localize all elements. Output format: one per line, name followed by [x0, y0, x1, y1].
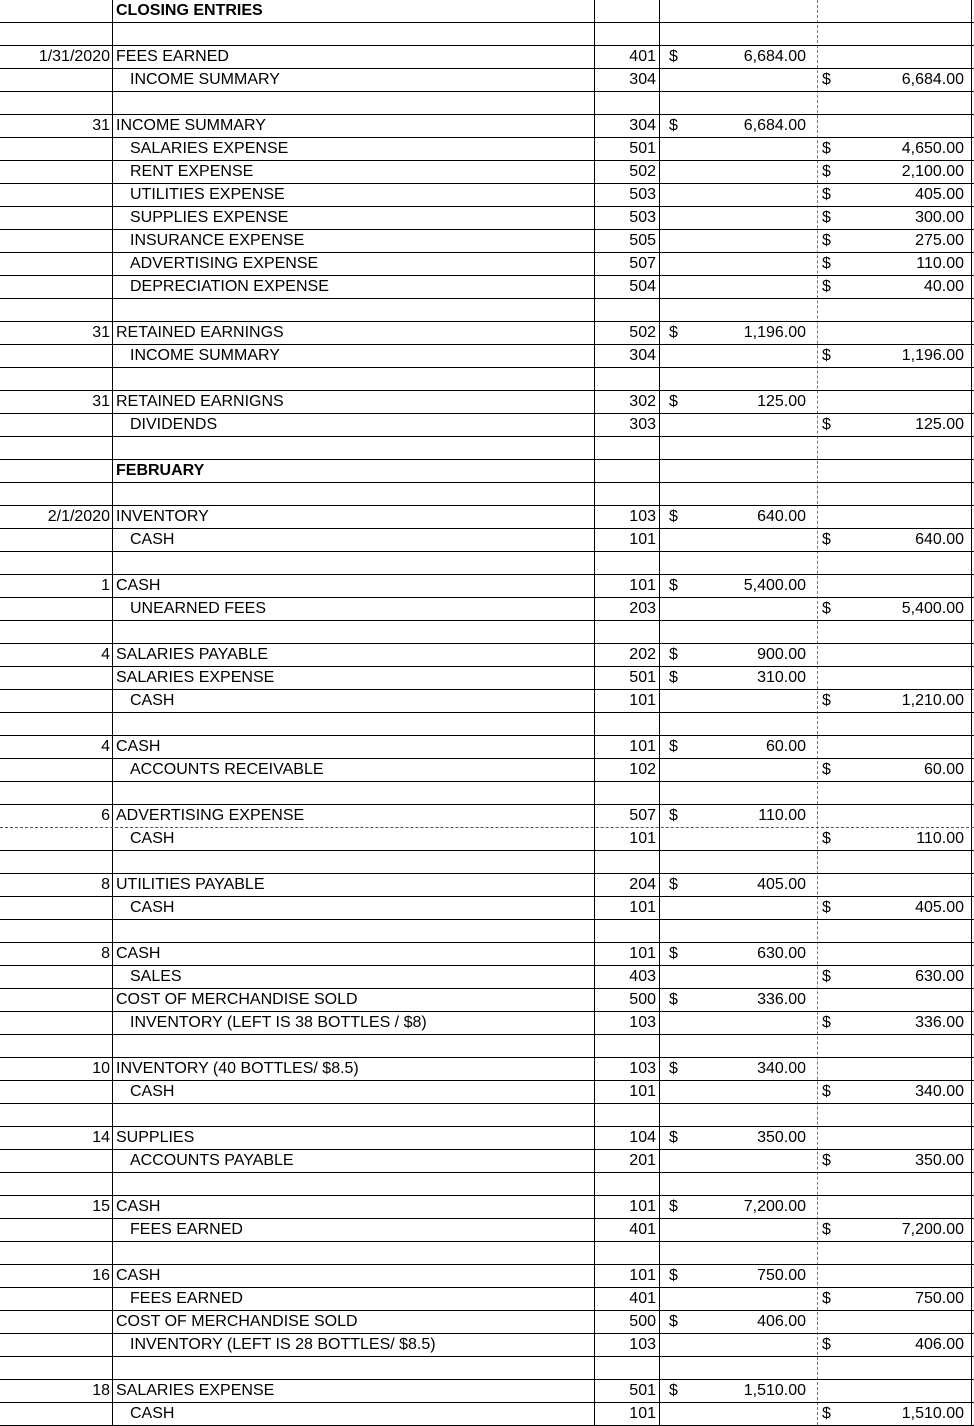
blank-row	[0, 1242, 974, 1265]
entry-date: 31	[92, 393, 110, 410]
debit-currency-symbol: $	[669, 1198, 678, 1215]
account-number: 501	[629, 669, 656, 686]
blank-row	[0, 1035, 974, 1058]
debit-currency-symbol: $	[669, 1382, 678, 1399]
entry-date: 10	[92, 1060, 110, 1077]
journal-row	[0, 414, 974, 437]
journal-row	[0, 966, 974, 989]
account-number: 103	[629, 1014, 656, 1031]
account-title: SUPPLIES	[116, 1129, 195, 1146]
credit-amount: 125.00	[915, 416, 964, 433]
credit-amount: 336.00	[915, 1014, 964, 1031]
account-title: SUPPLIES EXPENSE	[130, 209, 289, 226]
journal-row	[0, 161, 974, 184]
account-number: 101	[629, 1405, 656, 1422]
debit-currency-symbol: $	[669, 1060, 678, 1077]
debit-amount: 640.00	[757, 508, 806, 525]
debit-amount: 750.00	[757, 1267, 806, 1284]
blank-row	[0, 552, 974, 575]
debit-amount: 336.00	[757, 991, 806, 1008]
journal-row	[0, 805, 974, 828]
credit-amount: 110.00	[916, 255, 964, 272]
blank-row	[0, 299, 974, 322]
account-number: 101	[629, 830, 656, 847]
journal-row	[0, 138, 974, 161]
account-number: 505	[629, 232, 656, 249]
entry-date: 31	[92, 324, 110, 341]
journal-row	[0, 207, 974, 230]
debit-currency-symbol: $	[669, 646, 678, 663]
credit-currency-symbol: $	[822, 968, 831, 985]
journal-row	[0, 322, 974, 345]
account-title: INCOME SUMMARY	[116, 117, 266, 134]
entry-date: 1/31/2020	[38, 48, 110, 65]
account-number: 304	[629, 347, 656, 364]
account-number: 501	[629, 140, 656, 157]
debit-amount: 405.00	[757, 876, 806, 893]
credit-amount: 640.00	[915, 531, 964, 548]
credit-currency-symbol: $	[822, 531, 831, 548]
journal-row	[0, 1196, 974, 1219]
entry-date: 14	[92, 1129, 110, 1146]
credit-currency-symbol: $	[822, 761, 831, 778]
debit-amount: 900.00	[757, 646, 806, 663]
credit-currency-symbol: $	[822, 600, 831, 617]
account-title: CASH	[130, 830, 175, 847]
credit-currency-symbol: $	[822, 232, 831, 249]
journal-row	[0, 184, 974, 207]
journal-row	[0, 828, 974, 851]
journal-row	[0, 897, 974, 920]
journal-row	[0, 345, 974, 368]
account-title: SALARIES EXPENSE	[116, 669, 275, 686]
account-title: CASH	[116, 738, 161, 755]
account-title: RETAINED EARNIGNS	[116, 393, 284, 410]
blank-row	[0, 851, 974, 874]
account-title: ACCOUNTS PAYABLE	[130, 1152, 294, 1169]
section-title: CLOSING ENTRIES	[116, 2, 263, 19]
debit-amount: 6,684.00	[743, 117, 806, 134]
credit-amount: 60.00	[923, 761, 964, 778]
account-title: RENT EXPENSE	[130, 163, 254, 180]
account-title: CASH	[130, 1405, 175, 1422]
debit-amount: 125.00	[757, 393, 806, 410]
credit-amount: 40.00	[923, 278, 964, 295]
account-number: 204	[629, 876, 656, 893]
account-number: 401	[629, 1290, 656, 1307]
account-title: ADVERTISING EXPENSE	[130, 255, 319, 272]
account-title: CASH	[130, 531, 175, 548]
account-number: 101	[629, 1083, 656, 1100]
debit-amount: 406.00	[757, 1313, 806, 1330]
journal-row	[0, 943, 974, 966]
credit-currency-symbol: $	[822, 830, 831, 847]
credit-amount: 2,100.00	[901, 163, 964, 180]
debit-amount: 310.00	[757, 669, 806, 686]
credit-currency-symbol: $	[822, 416, 831, 433]
debit-currency-symbol: $	[669, 324, 678, 341]
account-number: 102	[629, 761, 656, 778]
debit-amount: 340.00	[757, 1060, 806, 1077]
credit-amount: 275.00	[915, 232, 964, 249]
blank-row	[0, 1173, 974, 1196]
account-title: RETAINED EARNINGS	[116, 324, 284, 341]
journal-row	[0, 115, 974, 138]
account-title: SALARIES EXPENSE	[130, 140, 289, 157]
debit-amount: 60.00	[765, 738, 806, 755]
account-title: INVENTORY (LEFT IS 28 BOTTLES/ $8.5)	[130, 1336, 436, 1353]
account-title: UTILITIES PAYABLE	[116, 876, 265, 893]
account-number: 202	[629, 646, 656, 663]
journal-row	[0, 736, 974, 759]
journal-row	[0, 1403, 974, 1426]
credit-amount: 4,650.00	[901, 140, 964, 157]
blank-row	[0, 92, 974, 115]
section-heading-row	[0, 0, 974, 23]
account-title: CASH	[130, 1083, 175, 1100]
debit-currency-symbol: $	[669, 508, 678, 525]
account-number: 500	[629, 1313, 656, 1330]
journal-row	[0, 690, 974, 713]
journal-row	[0, 1288, 974, 1311]
account-number: 101	[629, 577, 656, 594]
account-title: INVENTORY (40 BOTTLES/ $8.5)	[116, 1060, 359, 1077]
credit-currency-symbol: $	[822, 140, 831, 157]
blank-row	[0, 368, 974, 391]
credit-amount: 5,400.00	[901, 600, 964, 617]
account-title: INCOME SUMMARY	[130, 71, 280, 88]
debit-currency-symbol: $	[669, 117, 678, 134]
account-title: INVENTORY (LEFT IS 38 BOTTLES / $8)	[130, 1014, 427, 1031]
account-number: 401	[629, 1221, 656, 1238]
account-number: 403	[629, 968, 656, 985]
debit-currency-symbol: $	[669, 945, 678, 962]
debit-currency-symbol: $	[669, 669, 678, 686]
debit-amount: 350.00	[757, 1129, 806, 1146]
blank-row	[0, 1357, 974, 1380]
account-title: FEES EARNED	[130, 1221, 243, 1238]
journal-row	[0, 1081, 974, 1104]
journal-row	[0, 1127, 974, 1150]
journal-row	[0, 46, 974, 69]
credit-amount: 405.00	[915, 186, 964, 203]
credit-amount: 750.00	[915, 1290, 964, 1307]
credit-currency-symbol: $	[822, 1083, 831, 1100]
blank-row	[0, 713, 974, 736]
account-title: INVENTORY	[116, 508, 209, 525]
credit-currency-symbol: $	[822, 186, 831, 203]
debit-currency-symbol: $	[669, 577, 678, 594]
debit-amount: 7,200.00	[743, 1198, 806, 1215]
account-title: INCOME SUMMARY	[130, 347, 280, 364]
blank-row	[0, 23, 974, 46]
account-title: CASH	[116, 1198, 161, 1215]
account-title: DIVIDENDS	[130, 416, 218, 433]
entry-date: 6	[101, 807, 110, 824]
entry-date: 2/1/2020	[47, 508, 110, 525]
account-number: 104	[629, 1129, 656, 1146]
account-number: 304	[629, 71, 656, 88]
journal-row	[0, 989, 974, 1012]
journal-row	[0, 1058, 974, 1081]
journal-row	[0, 276, 974, 299]
account-title: UTILITIES EXPENSE	[130, 186, 285, 203]
account-number: 302	[629, 393, 656, 410]
journal-row	[0, 1334, 974, 1357]
account-number: 101	[629, 1198, 656, 1215]
credit-currency-symbol: $	[822, 278, 831, 295]
journal-row	[0, 1150, 974, 1173]
blank-row	[0, 1104, 974, 1127]
account-number: 101	[629, 531, 656, 548]
blank-row	[0, 920, 974, 943]
entry-date: 8	[101, 945, 110, 962]
account-number: 504	[629, 278, 656, 295]
credit-currency-symbol: $	[822, 1405, 831, 1422]
debit-currency-symbol: $	[669, 807, 678, 824]
journal-row	[0, 1311, 974, 1334]
account-title: SALARIES PAYABLE	[116, 646, 269, 663]
account-number: 101	[629, 1267, 656, 1284]
blank-row	[0, 621, 974, 644]
account-title: COST OF MERCHANDISE SOLD	[116, 1313, 358, 1330]
debit-amount: 630.00	[757, 945, 806, 962]
journal-row	[0, 391, 974, 414]
credit-currency-symbol: $	[822, 692, 831, 709]
credit-amount: 7,200.00	[901, 1221, 964, 1238]
credit-amount: 630.00	[915, 968, 964, 985]
entry-date: 16	[92, 1267, 110, 1284]
debit-currency-symbol: $	[669, 1267, 678, 1284]
credit-currency-symbol: $	[822, 899, 831, 916]
credit-currency-symbol: $	[822, 1290, 831, 1307]
account-title: CASH	[130, 692, 175, 709]
entry-date: 4	[101, 646, 110, 663]
account-number: 502	[629, 163, 656, 180]
credit-currency-symbol: $	[822, 255, 831, 272]
blank-row	[0, 483, 974, 506]
journal-row	[0, 1380, 974, 1403]
credit-amount: 406.00	[915, 1336, 964, 1353]
journal-row	[0, 506, 974, 529]
account-title: SALES	[130, 968, 182, 985]
journal-row	[0, 598, 974, 621]
debit-currency-symbol: $	[669, 48, 678, 65]
entry-date: 4	[101, 738, 110, 755]
credit-amount: 405.00	[915, 899, 964, 916]
debit-currency-symbol: $	[669, 738, 678, 755]
account-title: ACCOUNTS RECEIVABLE	[130, 761, 324, 778]
credit-currency-symbol: $	[822, 163, 831, 180]
journal-row	[0, 529, 974, 552]
journal-row	[0, 1219, 974, 1242]
debit-amount: 5,400.00	[743, 577, 806, 594]
account-number: 401	[629, 48, 656, 65]
debit-amount: 110.00	[758, 807, 806, 824]
journal-row	[0, 575, 974, 598]
credit-amount: 300.00	[915, 209, 964, 226]
account-number: 507	[629, 255, 656, 272]
debit-amount: 1,196.00	[743, 324, 806, 341]
credit-amount: 340.00	[915, 1083, 964, 1100]
debit-amount: 1,510.00	[743, 1382, 806, 1399]
account-number: 507	[629, 807, 656, 824]
account-number: 101	[629, 738, 656, 755]
debit-currency-symbol: $	[669, 991, 678, 1008]
journal-row	[0, 667, 974, 690]
section-heading-row	[0, 460, 974, 483]
account-number: 303	[629, 416, 656, 433]
journal-row	[0, 874, 974, 897]
credit-amount: 1,510.00	[901, 1405, 964, 1422]
account-title: CASH	[116, 577, 161, 594]
account-title: COST OF MERCHANDISE SOLD	[116, 991, 358, 1008]
account-title: SALARIES EXPENSE	[116, 1382, 275, 1399]
debit-amount: 6,684.00	[743, 48, 806, 65]
entry-date: 15	[92, 1198, 110, 1215]
credit-currency-symbol: $	[822, 1152, 831, 1169]
journal-row	[0, 759, 974, 782]
journal-row	[0, 253, 974, 276]
debit-currency-symbol: $	[669, 876, 678, 893]
credit-amount: 1,210.00	[901, 692, 964, 709]
account-number: 103	[629, 1060, 656, 1077]
section-title: FEBRUARY	[116, 462, 205, 479]
journal-row	[0, 230, 974, 253]
credit-currency-symbol: $	[822, 1336, 831, 1353]
account-number: 500	[629, 991, 656, 1008]
account-number: 502	[629, 324, 656, 341]
account-title: FEES EARNED	[130, 1290, 243, 1307]
account-title: CASH	[116, 1267, 161, 1284]
credit-currency-symbol: $	[822, 209, 831, 226]
debit-currency-symbol: $	[669, 1313, 678, 1330]
journal-row	[0, 1265, 974, 1288]
account-title: ADVERTISING EXPENSE	[116, 807, 305, 824]
credit-currency-symbol: $	[822, 1221, 831, 1238]
account-number: 103	[629, 508, 656, 525]
entry-date: 31	[92, 117, 110, 134]
blank-row	[0, 437, 974, 460]
account-number: 503	[629, 209, 656, 226]
entry-date: 8	[101, 876, 110, 893]
account-title: CASH	[130, 899, 175, 916]
credit-currency-symbol: $	[822, 1014, 831, 1031]
account-title: UNEARNED FEES	[130, 600, 267, 617]
entry-date: 18	[92, 1382, 110, 1399]
credit-amount: 350.00	[915, 1152, 964, 1169]
account-number: 304	[629, 117, 656, 134]
credit-currency-symbol: $	[822, 71, 831, 88]
debit-currency-symbol: $	[669, 1129, 678, 1146]
account-number: 101	[629, 899, 656, 916]
account-number: 503	[629, 186, 656, 203]
entry-date: 1	[101, 577, 110, 594]
account-number: 501	[629, 1382, 656, 1399]
blank-row	[0, 782, 974, 805]
account-number: 203	[629, 600, 656, 617]
account-number: 101	[629, 692, 656, 709]
credit-amount: 110.00	[916, 830, 964, 847]
account-number: 103	[629, 1336, 656, 1353]
account-title: FEES EARNED	[116, 48, 229, 65]
journal-row	[0, 1012, 974, 1035]
account-title: INSURANCE EXPENSE	[130, 232, 305, 249]
account-number: 201	[629, 1152, 656, 1169]
journal-row	[0, 644, 974, 667]
debit-currency-symbol: $	[669, 393, 678, 410]
credit-currency-symbol: $	[822, 347, 831, 364]
journal-row	[0, 69, 974, 92]
credit-amount: 1,196.00	[901, 347, 964, 364]
account-title: DEPRECIATION EXPENSE	[130, 278, 329, 295]
account-title: CASH	[116, 945, 161, 962]
credit-amount: 6,684.00	[901, 71, 964, 88]
account-number: 101	[629, 945, 656, 962]
